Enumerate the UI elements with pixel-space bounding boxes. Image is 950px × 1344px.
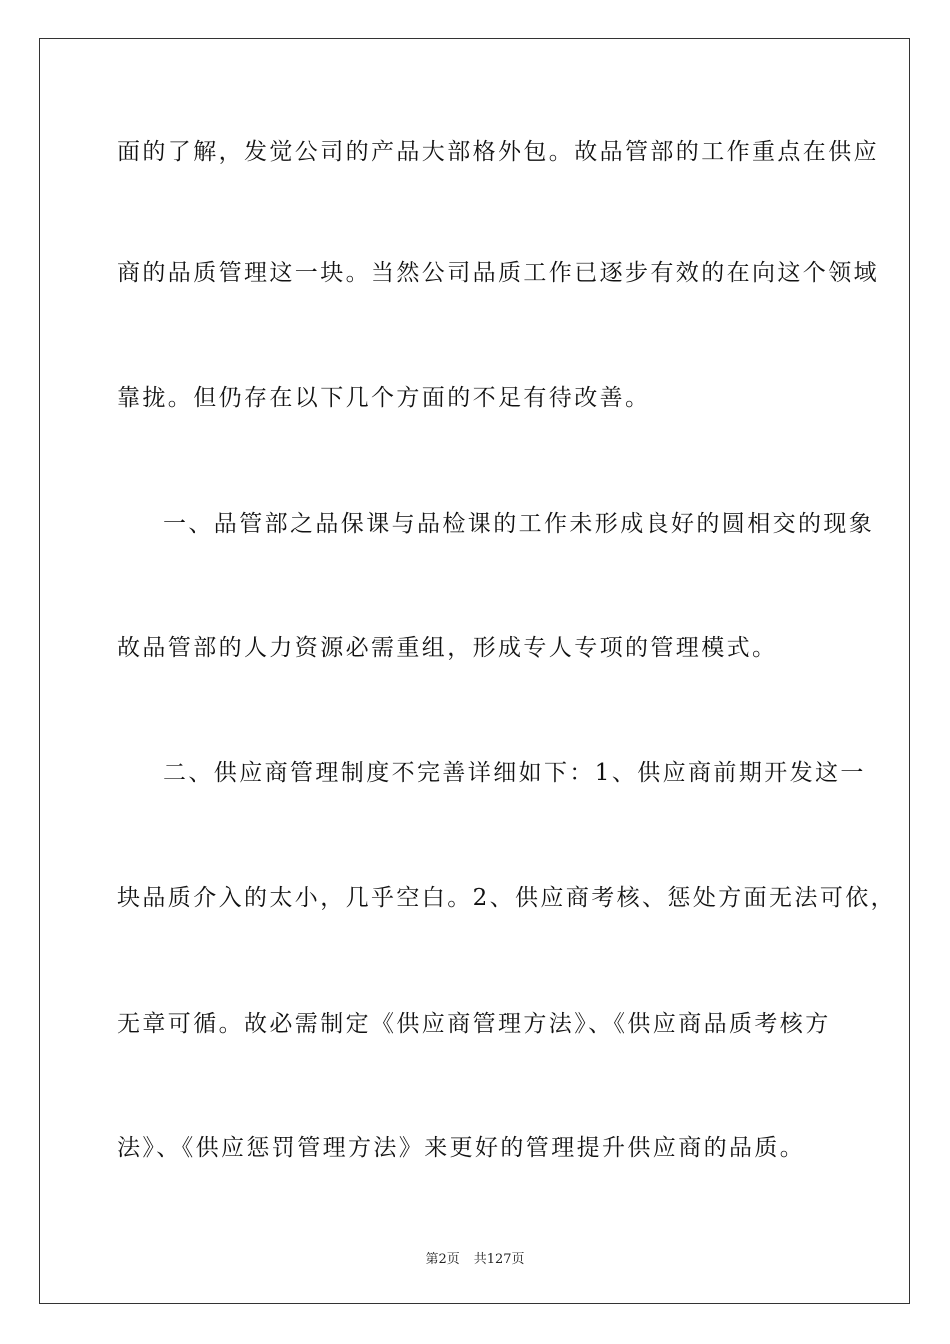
body-line-6-indented: 二、供应商管理制度不完善详细如下：1、供应商前期开发这一 [163,760,866,786]
total-pages: 共127页 [473,1252,525,1267]
body-line-8: 无章可循。故必需制定《供应商管理方法》、《供应商品质考核方 [117,1011,831,1037]
body-line-4-indented: 一、品管部之品保课与品检课的工作未形成良好的圆相交的现象 [163,511,875,537]
page-footer [0,1248,950,1267]
page-border [39,38,910,1304]
body-line-1: 面的了解，发觉公司的产品大部格外包。故品管部的工作重点在供应 [117,139,879,165]
body-line-9: 法》、《供应惩罚管理方法》来更好的管理提升供应商的品质。 [117,1135,806,1161]
body-line-7: 块品质介入的太小，几乎空白。2、供应商考核、惩处方面无法可依， [117,885,897,911]
body-line-2: 商的品质管理这一块。当然公司品质工作已逐步有效的在向这个领域 [117,260,879,286]
page-number: 第2页 [425,1252,460,1267]
body-line-5: 故品管部的人力资源必需重组，形成专人专项的管理模式。 [117,635,778,661]
body-line-3: 靠拢。但仍存在以下几个方面的不足有待改善。 [117,385,651,411]
